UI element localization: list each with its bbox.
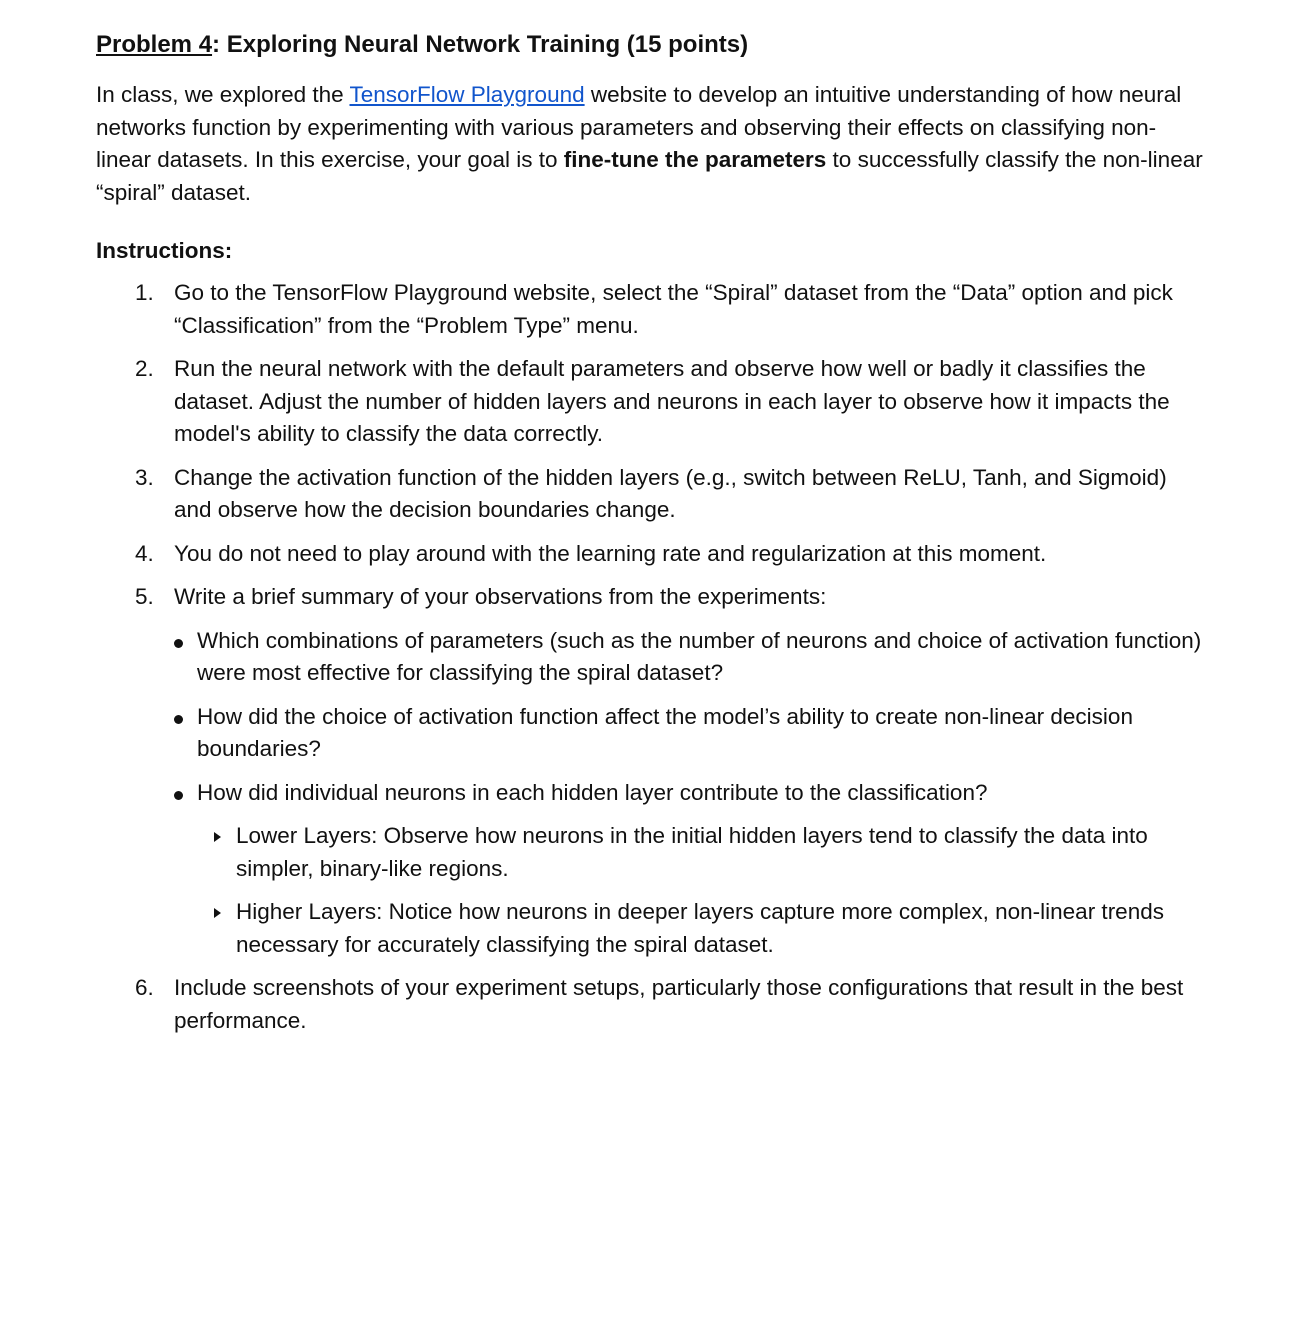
bullet-item bbox=[96, 777, 1206, 810]
sub-bullet-text: Lower Layers: Observe how neurons in the initial hidden layers tend to classify the data into simpler, binary-like regions. bbox=[236, 823, 1148, 881]
problem-title bbox=[96, 28, 1206, 62]
step-number: 5. bbox=[135, 584, 154, 609]
step-number: 4. bbox=[135, 540, 154, 566]
sub-bullet-item bbox=[96, 896, 1206, 961]
document-page bbox=[96, 28, 1206, 1048]
bullet-dot-icon bbox=[174, 791, 183, 800]
bullet-dot-icon bbox=[174, 639, 183, 648]
bullet-text: How did individual neurons in each hidden layer contribute to the classification? bbox=[197, 779, 988, 805]
list-item bbox=[96, 462, 1206, 527]
step-number: 1. bbox=[135, 280, 154, 305]
step-text: Change the activation function of the hidden layers (e.g., switch between ReLU, Tanh, and Sigmoid) and observe how the decision boundaries change. bbox=[174, 464, 1167, 522]
problem-number: Problem 4 bbox=[96, 31, 213, 58]
list-item bbox=[96, 277, 1206, 342]
list-item bbox=[96, 538, 1206, 571]
intro-paragraph bbox=[96, 79, 1206, 209]
tensorflow-playground-link[interactable]: TensorFlow Playground bbox=[349, 82, 585, 107]
step-text: Run the neural network with the default parameters and observe how well or badly it classifies the dataset. Adjust the number of hidden layers and neurons in each layer to observe how it impacts the model's ability to classify the data correctly. bbox=[174, 356, 1170, 446]
list-item bbox=[96, 581, 1206, 614]
step-number: 3. bbox=[135, 464, 154, 490]
bullet-item bbox=[96, 701, 1206, 766]
step-text: Write a brief summary of your observations from the experiments: bbox=[174, 584, 827, 609]
intro-text-1: In class, we explored the bbox=[96, 82, 350, 107]
step-number: 6. bbox=[135, 975, 154, 1000]
bullet-item bbox=[96, 625, 1206, 690]
intro-bold-text: fine-tune the parameters bbox=[563, 147, 827, 172]
instructions-heading: Instructions: bbox=[96, 238, 233, 263]
step-text: You do not need to play around with the learning rate and regularization at this moment. bbox=[174, 540, 1047, 566]
sub-bullet-item bbox=[96, 820, 1206, 885]
bullet-dot-icon bbox=[174, 715, 183, 724]
triangle-bullet-icon bbox=[214, 908, 221, 918]
list-item bbox=[96, 972, 1206, 1037]
step-number: 2. bbox=[135, 356, 154, 381]
bullet-text: Which combinations of parameters (such as the number of neurons and choice of activation function) were most effective for classifying the spiral dataset? bbox=[197, 627, 1202, 685]
sub-bullet-text: Higher Layers: Notice how neurons in deeper layers capture more complex, non-linear trends necessary for accurately classifying the spiral dataset. bbox=[236, 899, 1164, 957]
title-text: Exploring Neural Network Training (15 points) bbox=[220, 31, 749, 58]
instruction-list bbox=[96, 277, 1206, 1037]
intro-text-2: website to develop an intuitive understanding of how neural networks function by experimenting with various parameters and observing their effects on classifying non-linear datasets. In this exercise, your goal is to bbox=[96, 82, 1182, 172]
title-colon: : bbox=[212, 31, 221, 58]
step-text: Include screenshots of your experiment setups, particularly those configurations that result in the best performance. bbox=[174, 975, 1184, 1033]
bullet-text: How did the choice of activation function affect the model’s ability to create non-linear decision boundaries? bbox=[197, 703, 1133, 761]
triangle-bullet-icon bbox=[214, 832, 221, 842]
step-text: Go to the TensorFlow Playground website, select the “Spiral” dataset from the “Data” option and pick “Classification” from the “Problem Type” menu. bbox=[174, 280, 1173, 338]
intro-text-3: to successfully classify the non-linear “spiral” dataset. bbox=[96, 147, 1203, 205]
observation-bullets bbox=[96, 625, 1206, 962]
list-item bbox=[96, 353, 1206, 451]
